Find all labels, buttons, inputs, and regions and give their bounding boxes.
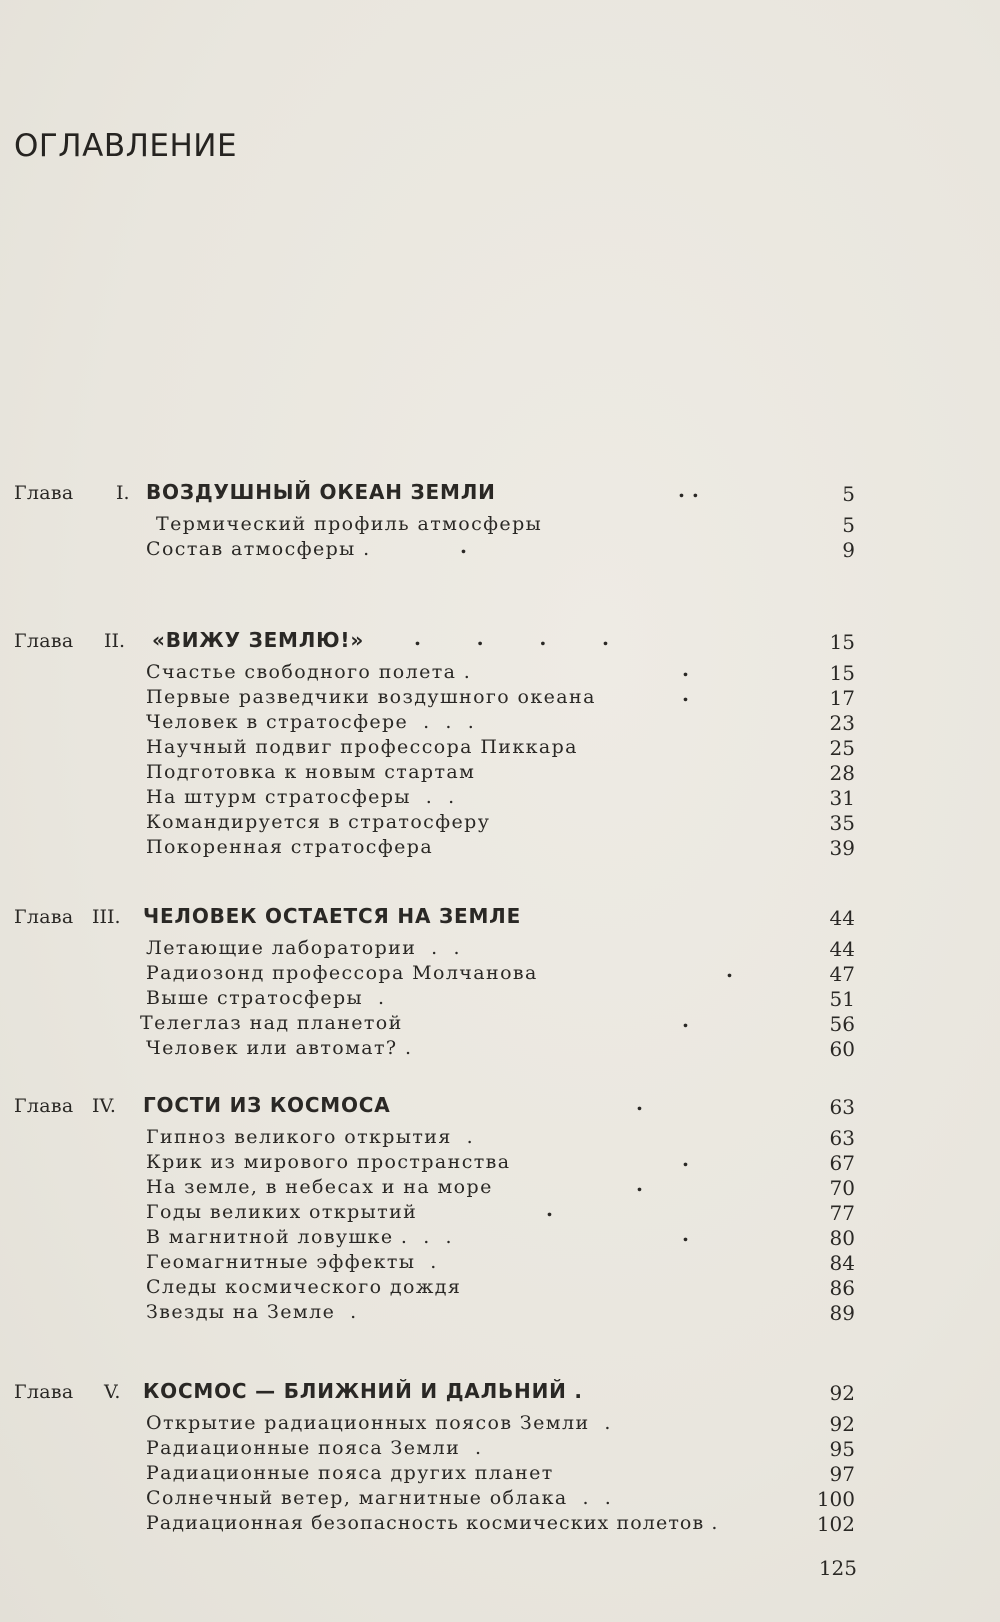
chapter-title: ЧЕЛОВЕК ОСТАЕТСЯ НА ЗЕМЛЕ	[143, 904, 522, 928]
page-number: 28	[829, 761, 855, 785]
chapter-number: IV.	[92, 1095, 116, 1117]
page-number: 15	[829, 661, 855, 685]
section-title: Научный подвиг профессора Пиккара	[146, 736, 578, 758]
leader-dots: .	[546, 1197, 553, 1221]
section-list	[0, 936, 1000, 1061]
section-title: Человек или автомат? .	[146, 1037, 413, 1059]
section-title: Следы космического дождя	[146, 1276, 462, 1298]
section-title: Человек в стратосфере . . .	[146, 711, 476, 733]
section-title: Термический профиль атмосферы	[156, 513, 543, 535]
section-row	[0, 785, 1000, 810]
chapter-title: ВОЗДУШНЫЙ ОКЕАН ЗЕМЛИ	[146, 480, 496, 504]
section-title: На земле, в небесах и на море	[146, 1176, 493, 1198]
page-number: 84	[829, 1251, 855, 1275]
section-row	[0, 1197, 1000, 1225]
chapter-number: II.	[104, 630, 126, 652]
section-title: Радиационные пояса других планет	[146, 1462, 554, 1484]
section-row	[0, 1250, 1000, 1275]
page-number: 44	[829, 937, 855, 961]
section-row	[0, 735, 1000, 760]
section-title: Открытие радиационных поясов Земли .	[146, 1412, 612, 1434]
page-number: 67	[829, 1151, 855, 1175]
section-row	[0, 657, 1000, 685]
section-title: Геомагнитные эффекты .	[146, 1251, 438, 1273]
page-number: 31	[829, 786, 855, 810]
page-number: 102	[816, 1512, 855, 1536]
leader-dots: .	[460, 534, 467, 558]
leader-dots: .	[682, 1008, 689, 1032]
page-number: 23	[829, 711, 855, 735]
page-number: 100	[816, 1487, 855, 1511]
section-title: В магнитной ловушке . . .	[146, 1226, 453, 1248]
section-row	[0, 810, 1000, 835]
page-number: 47	[829, 962, 855, 986]
section-row	[0, 1008, 1000, 1036]
chapter-label: Глава	[14, 1381, 74, 1403]
section-title: Командируется в стратосферу	[146, 811, 491, 833]
section-title: Радиационная безопасность космических полетов .	[146, 1512, 719, 1534]
folio-page-number: 125	[818, 1556, 857, 1580]
page-number: 39	[829, 836, 855, 860]
page-number: 80	[829, 1226, 855, 1250]
page-number: 63	[829, 1095, 855, 1119]
chapter-title: «ВИЖУ ЗЕМЛЮ!»	[152, 628, 365, 652]
section-title: Выше стратосферы .	[146, 987, 386, 1009]
leader-dots: .	[682, 1147, 689, 1171]
section-title: Крик из мирового пространства	[146, 1151, 511, 1173]
leader-dots: .	[682, 682, 689, 706]
section-list	[0, 1125, 1000, 1325]
page-number: 35	[829, 811, 855, 835]
section-row	[0, 1275, 1000, 1300]
chapter-number: I.	[116, 482, 130, 504]
chapter-title: ГОСТИ ИЗ КОСМОСА	[143, 1093, 391, 1117]
page-number: 89	[829, 1301, 855, 1325]
chapter-label: Глава	[14, 630, 74, 652]
section-title: Звезды на Земле .	[146, 1301, 358, 1323]
section-row	[0, 534, 1000, 562]
section-title: Телеглаз над планетой	[140, 1012, 403, 1034]
page-number: 86	[829, 1276, 855, 1300]
page-number: 95	[829, 1437, 855, 1461]
section-title: Годы великих открытий	[146, 1201, 418, 1223]
page-number: 5	[842, 482, 855, 506]
chapter-label: Глава	[14, 906, 74, 928]
section-row	[0, 1036, 1000, 1061]
chapter-4	[0, 1087, 1000, 1325]
page-number: 70	[829, 1176, 855, 1200]
section-title: На штурм стратосферы . .	[146, 786, 456, 808]
chapter-number: V.	[104, 1381, 121, 1403]
page-number: 97	[829, 1462, 855, 1486]
section-title: Солнечный ветер, магнитные облака . .	[146, 1487, 613, 1509]
section-row	[0, 1461, 1000, 1486]
section-row	[0, 1172, 1000, 1200]
leader-dots: .	[726, 958, 733, 982]
chapter-3	[0, 898, 1000, 1061]
section-title: Состав атмосферы .	[146, 538, 371, 560]
page-number: 5	[842, 513, 855, 537]
page-number: 15	[829, 630, 855, 654]
page-number: 17	[829, 686, 855, 710]
page-number: 60	[829, 1037, 855, 1061]
section-row	[0, 1222, 1000, 1250]
page-number: 44	[829, 906, 855, 930]
section-row	[0, 958, 1000, 986]
leader-dots: .	[682, 1222, 689, 1246]
chapter-title: КОСМОС — БЛИЖНИЙ И ДАЛЬНИЙ .	[143, 1379, 583, 1403]
section-row	[0, 512, 1000, 537]
section-row	[0, 710, 1000, 735]
chapter-heading	[0, 1087, 1000, 1121]
page-title: ОГЛАВЛЕНИЕ	[14, 128, 238, 164]
page-number: 92	[829, 1412, 855, 1436]
section-title: Первые разведчики воздушного океана	[146, 686, 596, 708]
chapter-5	[0, 1373, 1000, 1536]
section-title: Летающие лаборатории . .	[146, 937, 461, 959]
section-row	[0, 760, 1000, 785]
page-number: 92	[829, 1381, 855, 1405]
section-row	[0, 1300, 1000, 1325]
section-row	[0, 1125, 1000, 1150]
chapter-heading	[0, 474, 1000, 508]
chapter-2	[0, 622, 1000, 860]
page-number: 51	[829, 987, 855, 1011]
section-title: Подготовка к новым стартам	[146, 761, 476, 783]
section-row	[0, 936, 1000, 961]
chapter-label: Глава	[14, 482, 74, 504]
section-title: Счастье свободного полета .	[146, 661, 472, 683]
section-row	[0, 1486, 1000, 1511]
section-row	[0, 1147, 1000, 1175]
page-number: 25	[829, 736, 855, 760]
section-title: Радиационные пояса Земли .	[146, 1437, 483, 1459]
section-row	[0, 1511, 1000, 1536]
leader-dots: .	[636, 1091, 643, 1115]
section-title: Радиозонд профессора Молчанова	[146, 962, 538, 984]
section-list	[0, 512, 1000, 562]
section-row	[0, 986, 1000, 1011]
leader-dots: .	[682, 657, 689, 681]
section-list	[0, 1411, 1000, 1536]
chapter-heading	[0, 898, 1000, 932]
chapter-number: III.	[92, 906, 121, 928]
chapter-heading	[0, 622, 1000, 656]
section-row	[0, 682, 1000, 710]
page-number: 77	[829, 1201, 855, 1225]
section-list	[0, 657, 1000, 860]
leader-dots: . . . .	[414, 626, 609, 650]
section-row	[0, 835, 1000, 860]
section-row	[0, 1411, 1000, 1436]
leader-dots: .	[636, 1172, 643, 1196]
page-number: 63	[829, 1126, 855, 1150]
section-title: Гипноз великого открытия .	[146, 1126, 475, 1148]
section-row	[0, 1436, 1000, 1461]
page-number: 56	[829, 1012, 855, 1036]
chapter-heading	[0, 1373, 1000, 1407]
chapter-label: Глава	[14, 1095, 74, 1117]
section-title: Покоренная стратосфера	[146, 836, 434, 858]
leader-dots: . .	[678, 478, 699, 502]
page-number: 9	[842, 538, 855, 562]
chapter-1	[0, 474, 1000, 562]
